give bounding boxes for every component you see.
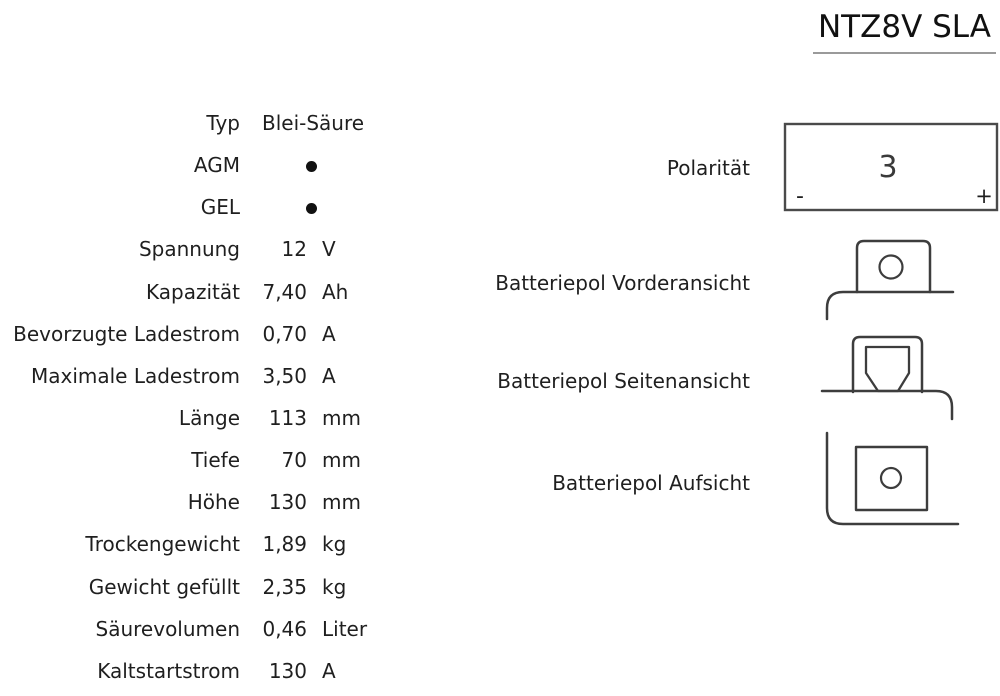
polarity-value: 3 [878,150,898,185]
spec-unit: kg [322,574,347,599]
battery-pole-top-diagram [827,433,958,524]
top-view-label: Batteriepol Aufsicht [552,471,750,495]
battery-pole-side-diagram [822,337,952,419]
bullet-dot-icon [306,203,317,214]
spec-label: Säurevolumen [95,616,240,641]
spec-row [0,102,477,144]
spec-value [240,195,307,219]
spec-unit: kg [322,532,347,557]
spec-value: 70 [281,448,307,473]
diagrams-canvas [765,105,1000,550]
spec-unit: A [322,658,336,683]
spec-value: Blei-Säure [262,111,365,136]
front-terminal-hole-icon [880,256,903,279]
spec-value [240,153,307,177]
spec-label: Trockengewicht [85,532,240,557]
bullet-dot-icon [306,161,317,172]
spec-row [0,397,477,439]
spec-unit: mm [322,406,361,431]
spec-label: Maximale Ladestrom [30,363,240,388]
spec-value: 130 [268,490,307,515]
spec-label: Länge [178,406,240,431]
spec-label: Tiefe [191,448,240,473]
spec-value: 7,40 [262,279,307,304]
spec-value: 1,89 [262,532,307,557]
spec-unit: Ah [322,279,349,304]
spec-row [0,228,477,270]
spec-row [0,650,477,692]
spec-label: Bevorzugte Ladestrom [13,321,240,346]
top-terminal-outline [856,447,927,510]
side-terminal-inner-shape [866,347,909,391]
spec-label: Kaltstartstrom [97,658,240,683]
spec-value: 0,46 [262,616,307,641]
battery-pole-front-diagram [827,241,953,319]
page-title: NTZ8V SLA [813,9,996,54]
front-battery-edge [827,292,953,319]
front-terminal-outline [857,241,930,292]
spec-value: 2,35 [262,574,307,599]
spec-value: 3,50 [262,363,307,388]
spec-row [0,608,477,650]
spec-unit: mm [322,448,361,473]
spec-label: Kapazität [146,279,240,304]
front-view-label: Batteriepol Vorderansicht [495,271,750,295]
spec-value: 130 [268,658,307,683]
spec-label: Spannung [138,237,240,262]
spec-label: Typ [206,111,240,136]
spec-row [0,313,477,355]
spec-label: Gewicht gefüllt [88,574,240,599]
spec-row [0,566,477,608]
side-view-label: Batteriepol Seitenansicht [497,369,750,393]
spec-label: AGM [193,153,240,178]
spec-unit: Liter [322,616,368,641]
spec-row [0,523,477,565]
top-terminal-hole-icon [881,468,901,488]
spec-row [0,186,477,228]
spec-unit: V [322,237,336,262]
side-battery-edge [822,391,952,419]
polarity-plus-sign: + [975,184,993,208]
polarity-label: Polarität [666,156,750,180]
spec-unit: A [322,321,336,346]
spec-unit: mm [322,490,361,515]
polarity-minus-sign: - [796,184,804,209]
side-terminal-outline [853,337,922,392]
spec-table [0,102,477,692]
spec-value: 12 [281,237,307,262]
spec-value: 113 [268,406,307,431]
spec-value: 0,70 [262,321,307,346]
spec-label: Höhe [187,490,240,515]
spec-unit: A [322,363,336,388]
spec-label: GEL [200,195,240,220]
